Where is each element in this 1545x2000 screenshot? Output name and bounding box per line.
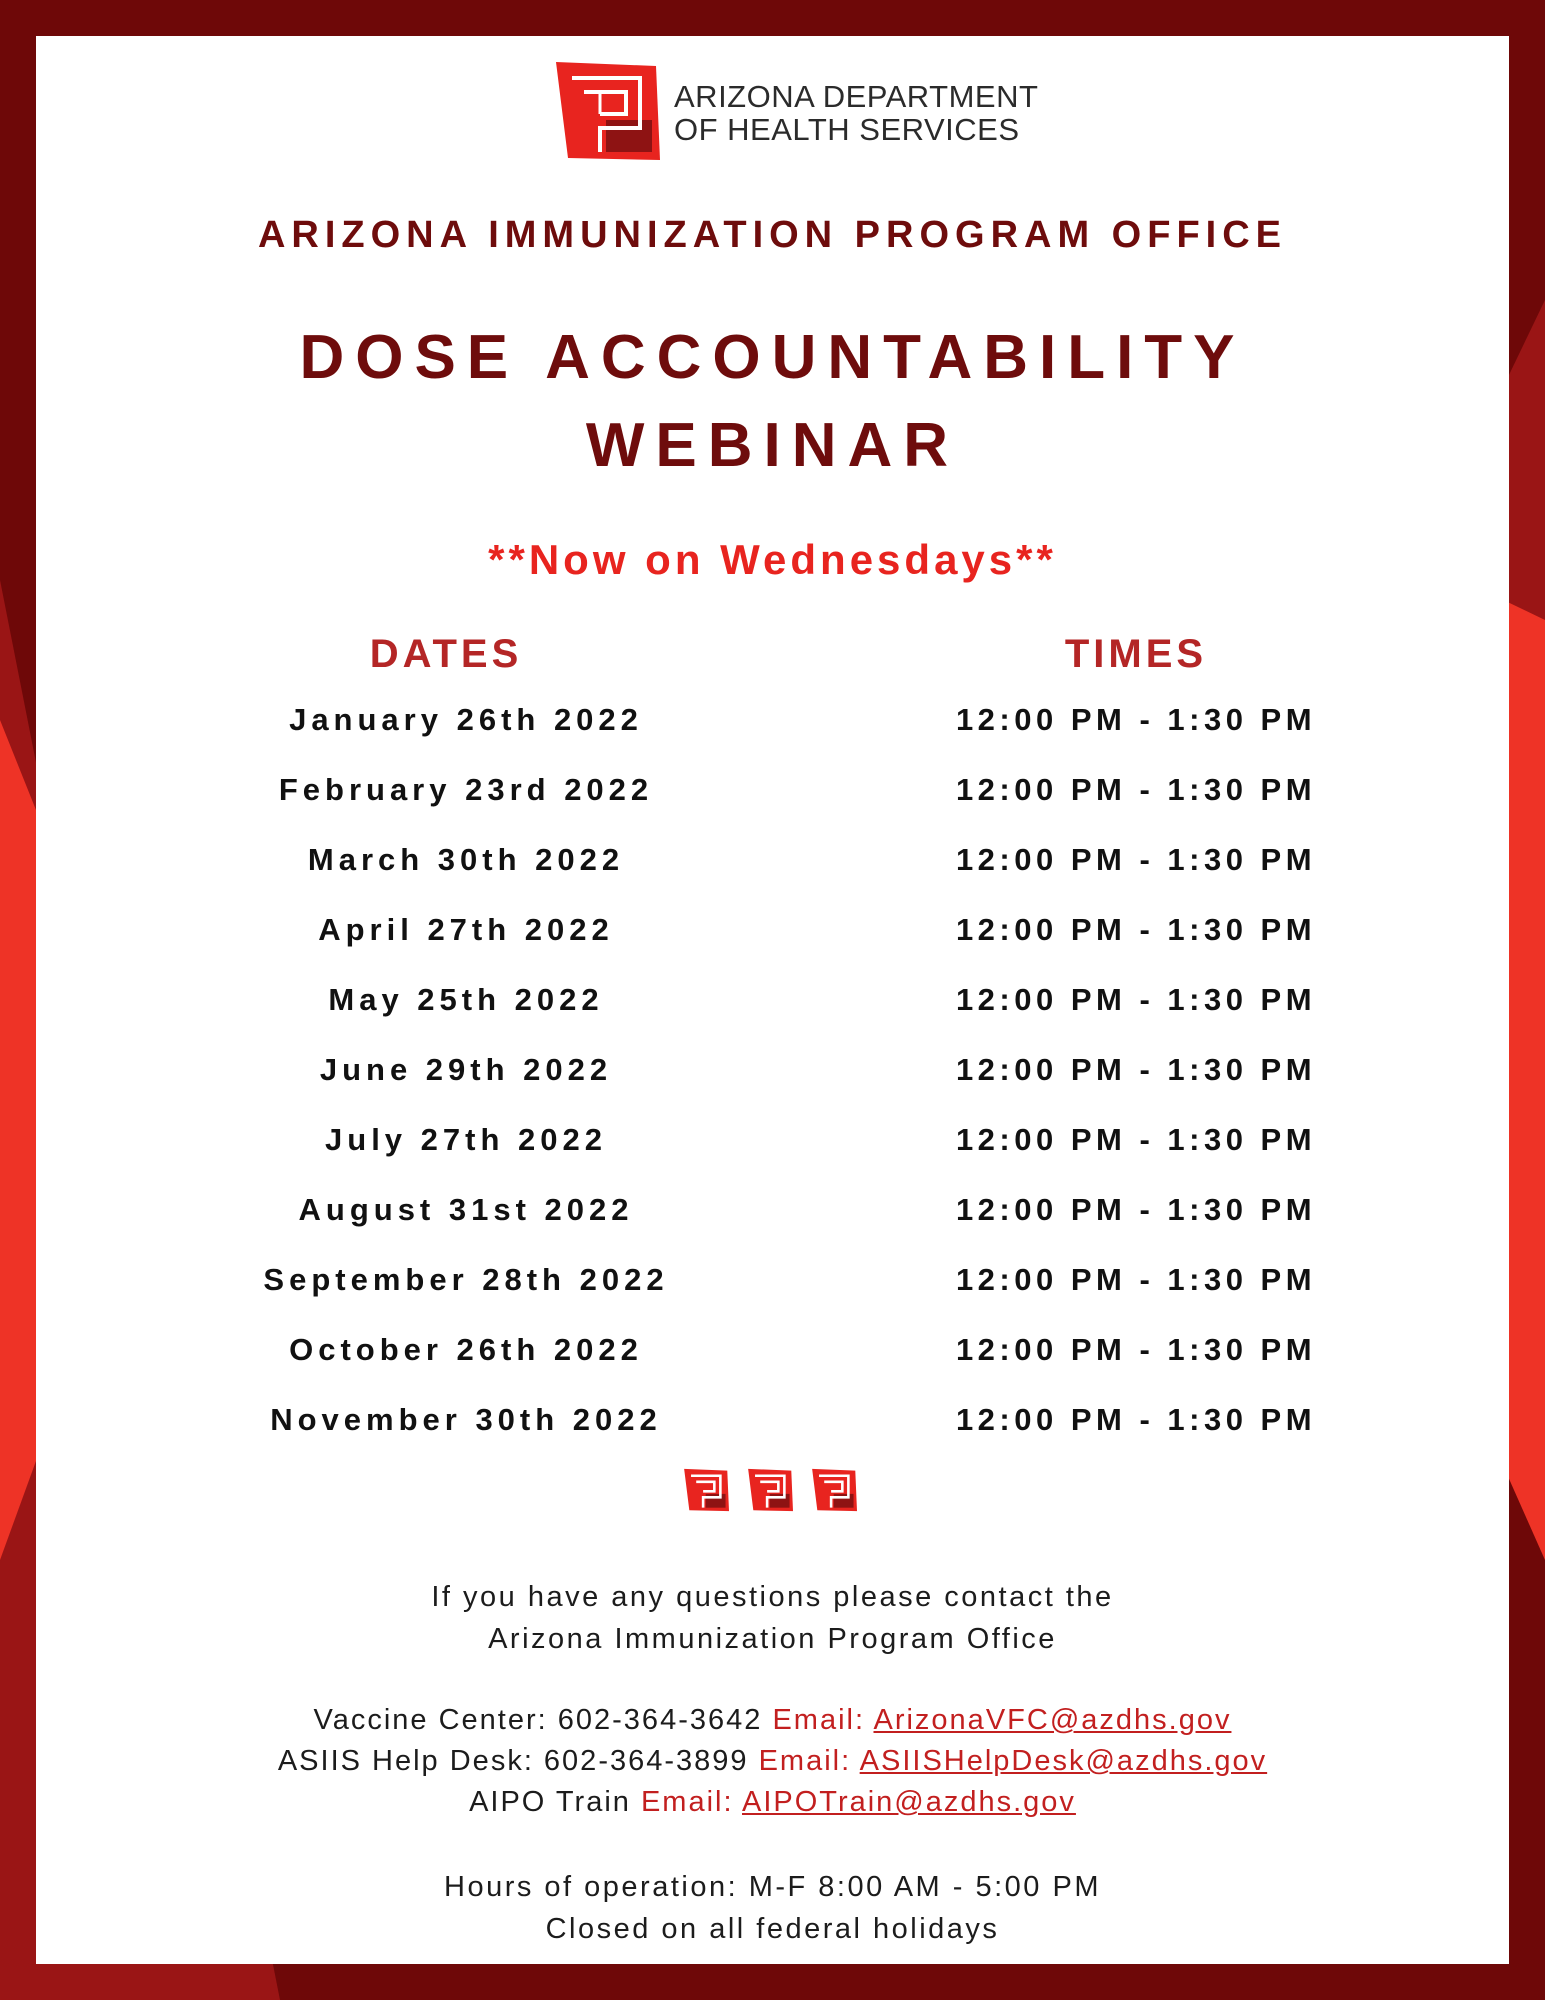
- schedule-time: 12:00 PM - 1:30 PM: [955, 912, 1317, 947]
- schedule-date: August 31st 2022: [298, 1192, 634, 1227]
- hours-line-1: Hours of operation: M-F 8:00 AM - 5:00 PM: [444, 1871, 1101, 1903]
- decorative-logo-row: [684, 1468, 904, 1528]
- adhs-mini-logo-icon: [748, 1468, 794, 1512]
- schedule-date: October 26th 2022: [289, 1332, 643, 1367]
- schedule-row: [36, 1328, 1509, 1398]
- email-label: Email:: [640, 1786, 734, 1818]
- schedule-time: 12:00 PM - 1:30 PM: [955, 1052, 1317, 1087]
- aipo-train-label: AIPO Train: [469, 1786, 631, 1818]
- schedule-row: [36, 768, 1509, 838]
- schedule-date: February 23rd 2022: [278, 772, 654, 807]
- asiis-help-desk-email-link[interactable]: ASIISHelpDesk@azdhs.gov: [859, 1745, 1268, 1777]
- contact-intro: [36, 1576, 1509, 1660]
- schedule-date: January 26th 2022: [289, 702, 643, 737]
- adhs-logo-text: [674, 80, 1038, 146]
- schedule-date: July 27th 2022: [325, 1122, 607, 1157]
- hours-line-2: Closed on all federal holidays: [545, 1913, 1000, 1945]
- schedule-row: [36, 1398, 1509, 1468]
- schedule-table: [36, 698, 1509, 1468]
- title-line-1: DOSE ACCOUNTABILITY: [299, 323, 1246, 392]
- schedule-date: March 30th 2022: [307, 842, 625, 877]
- vaccine-center-contact: [36, 1700, 1509, 1741]
- schedule-time: 12:00 PM - 1:30 PM: [955, 842, 1317, 877]
- adhs-mini-logo-icon: [812, 1468, 858, 1512]
- title-line-2: WEBINAR: [585, 411, 960, 480]
- schedule-time: 12:00 PM - 1:30 PM: [955, 1262, 1317, 1297]
- vaccine-center-label: Vaccine Center: 602-364-3642: [313, 1704, 763, 1736]
- aipo-train-contact: [36, 1782, 1509, 1823]
- logo-line-2: OF HEALTH SERVICES: [674, 112, 1020, 147]
- contact-list: [36, 1700, 1509, 1823]
- logo-line-1: ARIZONA DEPARTMENT: [674, 79, 1039, 114]
- schedule-row: [36, 1118, 1509, 1188]
- schedule-row: [36, 908, 1509, 978]
- dates-column-header: DATES: [369, 632, 523, 676]
- schedule-row: [36, 1258, 1509, 1328]
- adhs-logo: [556, 60, 1039, 172]
- wednesdays-notice: **Now on Wednesdays**: [488, 536, 1057, 583]
- times-column-header: TIMES: [1064, 632, 1208, 676]
- schedule-time: 12:00 PM - 1:30 PM: [955, 1192, 1317, 1227]
- page-title: [36, 314, 1509, 490]
- vaccine-center-email-link[interactable]: ArizonaVFC@azdhs.gov: [873, 1704, 1232, 1736]
- schedule-row: [36, 698, 1509, 768]
- program-office-heading: ARIZONA IMMUNIZATION PROGRAM OFFICE: [257, 214, 1288, 256]
- schedule-time: 12:00 PM - 1:30 PM: [955, 1332, 1317, 1367]
- email-label: Email:: [758, 1745, 852, 1777]
- schedule-time: 12:00 PM - 1:30 PM: [955, 1402, 1317, 1437]
- adhs-mini-logo-icon: [684, 1468, 730, 1512]
- contact-intro-line-1: If you have any questions please contact the: [431, 1581, 1114, 1613]
- schedule-date: May 25th 2022: [328, 982, 604, 1017]
- schedule-time: 12:00 PM - 1:30 PM: [955, 1122, 1317, 1157]
- asiis-help-desk-contact: [36, 1741, 1509, 1782]
- schedule-time: 12:00 PM - 1:30 PM: [955, 702, 1317, 737]
- flyer-sheet: [36, 36, 1509, 1964]
- schedule-date: September 28th 2022: [263, 1262, 669, 1297]
- schedule-time: 12:00 PM - 1:30 PM: [955, 772, 1317, 807]
- schedule-row: [36, 978, 1509, 1048]
- hours-of-operation: [36, 1866, 1509, 1950]
- schedule-date: November 30th 2022: [270, 1402, 662, 1437]
- email-label: Email:: [772, 1704, 866, 1736]
- adhs-logo-mark-icon: [556, 60, 662, 162]
- schedule-time: 12:00 PM - 1:30 PM: [955, 982, 1317, 1017]
- schedule-row: [36, 838, 1509, 908]
- contact-intro-line-2: Arizona Immunization Program Office: [488, 1623, 1057, 1655]
- schedule-date: June 29th 2022: [319, 1052, 613, 1087]
- aipo-train-email-link[interactable]: AIPOTrain@azdhs.gov: [742, 1786, 1076, 1818]
- asiis-help-desk-label: ASIIS Help Desk: 602-364-3899: [277, 1745, 749, 1777]
- schedule-row: [36, 1188, 1509, 1258]
- schedule-date: April 27th 2022: [318, 912, 614, 947]
- schedule-row: [36, 1048, 1509, 1118]
